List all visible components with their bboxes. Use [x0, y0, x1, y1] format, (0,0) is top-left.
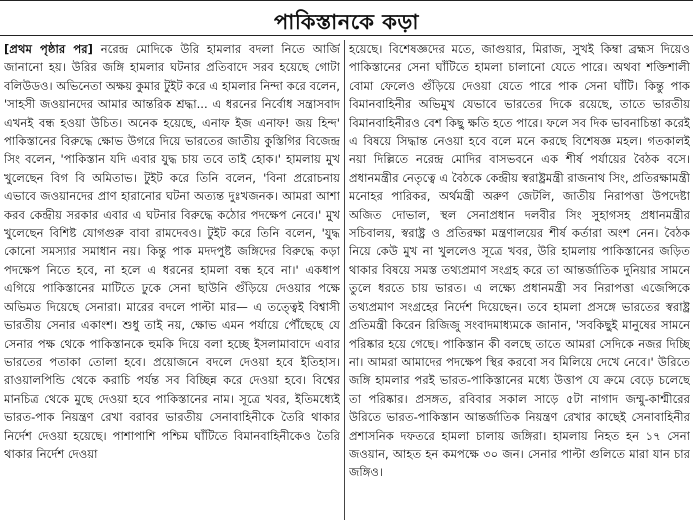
- article-headline: পাকিস্তানকে কড়া: [274, 10, 419, 34]
- article-column-left: [4, 40, 340, 520]
- article-column-right: [349, 40, 690, 520]
- column-divider: [344, 40, 345, 520]
- left-column-paragraph: [4, 40, 340, 463]
- right-column-text: হয়েছে। বিশেষজ্ঞদের মতে, জাগুয়ার, মিরাজ, সুখই কিম্বা ব্রহ্মস দিয়েও পাকিস্তানের সেনা ঘাঁটিতে হামলা চালানো যেতে পারে। অথবা শক্তিশালী বোমা ফেলেও গুঁড়িয়ে দেওয়া যেতে পারে পাক সেনা ঘাঁটি। কিন্তু পাক বিমানবাহিনীর অভিমুখ যেভাবে ভারতের দিকে রয়েছে, তাতে ভারতীয় বিমানবাহিনীরও বেশ কিছু ক্ষতি হতে পারে। ফলে সব দিক ভাবনাচিন্তা করেই এ বিষয়ে সিদ্ধান্ত নেওয়া হবে বলে মনে করছে বিশেষজ্ঞ মহল। গতকালই নয়া দিল্লিতে নরেন্দ্র মোদির বাসভবনে এক শীর্ষ পর্যায়ের বৈঠক বসে। প্রধানমন্ত্রীর নেতৃত্বে এ বৈঠকে কেন্দ্রীয় স্বরাষ্ট্রমন্ত্রী রাজনাথ সিং, প্রতিরক্ষামন্ত্রী মনোহর পারিকর, অর্থমন্ত্রী অরুণ জেটলি, জাতীয় নিরাপত্তা উপদেষ্টা অজিত দোভাল, স্থল সেনাপ্রধান দলবীর সিং সুহাগসহ প্রধানমন্ত্রীর সচিবালয়, স্বরাষ্ট্র ও প্রতিরক্ষা মন্ত্রণালয়ের শীর্ষ কর্তারা অংশ নেন। বৈঠক নিয়ে কেউ মুখ না খুললেও সূত্রে খবর, উরি হামলায় পাকিস্তানের জড়িত থাকার বিষয়ে সমস্ত তথ্যপ্রমাণ সংগ্রহ করে তা আন্তর্জাতিক দুনিয়ার সামনে তুলে ধরতে চায় ভারত। এ লক্ষ্যে প্রধানমন্ত্রী সব নিরাপত্তা এজেন্সিকে তথ্যপ্রমাণ সংগ্রহের নির্দেশ দিয়েছেন। তবে হামলা প্রসঙ্গে ভারতের স্বরাষ্ট্র প্রতিমন্ত্রী কিরেন রিজিজু সংবাদমাধ্যমকে জানান, 'সবকিছুই মানুষের সামনে পরিষ্কার হয়ে গেছে। পাকিস্তান কী বলছে তাতে আমরা সেদিকে নজর দিচ্ছি না। আমরা আমাদের পদক্ষেপ স্থির করবো সব মিলিয়ে দেখে নেবে।' উরিতে জঙ্গি হামলার পরই ভারত-পাকিস্তানের মধ্যে উত্তাপ যে ক্রমে বেড়ে চলেছে তা পরিষ্কার। প্রসঙ্গত, রবিবার সকাল সাড়ে ৫টা নাগাদ জম্মু-কাশ্মীরের উরিতে ভারত-পাকিস্তান আন্তর্জাতিক নিয়ন্ত্রণ রেখার কাছেই সেনাবাহিনীর প্রশাসনিক দফতরে হামলা চালায় জঙ্গিরা। হামলায় নিহত হন ১৭ সেনা জওয়ান, আহত হন কমপক্ষে ৩০ জন। সেনার পাল্টা গুলিতে মারা যান চার জঙ্গিও।: [349, 42, 690, 480]
- headline-banner: [0, 0, 693, 36]
- continuation-kicker: [প্রথম পৃষ্ঠার পর]: [4, 42, 93, 56]
- left-column-text: নরেন্দ্র মোদিকে উরি হামলার বদলা নিতে আর্জি জানানো হয়। উরির জঙ্গি হামলার ঘটনার প্রতিবাদে সরব হয়েছে গোটা বলিউডও। অভিনেতা অক্ষয় কুমার টুইট করে এ হামলার নিন্দা করে বলেন, 'সাহসী জওয়ানদের আমার আন্তরিক শ্রদ্ধা... এ ধরনের নির্বোধ সন্ত্রাসবাদ এখনই বন্ধ হওয়া উচিত। অনেক হয়েছে, এনাফ ইজ এনাফ! জয় হিন্দ' পাকিস্তানের বিরুদ্ধে ক্ষোভ উগরে দিয়ে ভারতের জাতীয় কুস্তিগির বিজেন্দ্র সিং বলেন, 'পাকিস্তান যদি এবার যুদ্ধ চায় তবে তাই হোক।' হামলায় মুখ খুলেছেন বিগ বি অমিতাভ। টুইট করে তিনি বলেন, 'বিনা প্ররোচনায় এভাবে জওয়ানদের প্রাণ হারানোর ঘটনা অত্যন্ত দুঃখজনক। আমরা আশা করব কেন্দ্রীয় সরকার এবার এ ঘটনার বিরুদ্ধে কঠোর পদক্ষেপ নেবে।' মুখ খুলেছেন বিশিষ্ট যোগগুরু বাবা রামদেবও। টুইট করে তিনি বলেন, 'যুদ্ধ কোনো সমস্যার সমাধান নয়। কিন্তু পাক মদদপুষ্ট জঙ্গিদের বিরুদ্ধে কড়া পদক্ষেপ নিতে হবে, না হলে এ ধরনের হামলা বন্ধ হবে না।' একধাপ এগিয়ে পাকিস্তানের মাটিতে ঢুকে সেনা ছাউনি গুঁড়িয়ে দেওয়ার পক্ষে অভিমত দিয়েছে সেনারা। মারের বদলে পাল্টা মার— এ তত্ত্বেই বিশ্বাসী ভারতীয় সেনার একাংশ। শুধু তাই নয়, ক্ষোভ এমন পর্যায়ে পৌঁছেছে যে সেনার পক্ষ থেকে পাকিস্তানকে হুমকি দিয়ে বলা হচ্ছে ইসলামাবাদে এবার ভারতের পতাকা তোলা হবে। প্রয়োজনে বদলে দেওয়া হবে ইতিহাস। রাওয়ালপিন্ডি থেকে করাচি পর্যন্ত সব বিচ্ছিন্ন করে দেওয়া হবে। বিশ্বের মানচিত্র থেকে মুছে দেওয়া হবে পাকিস্তানের নাম। সূত্রে খবর, ইতিমধ্যেই ভারত-পাক নিয়ন্ত্রণ রেখা বরাবর ভারতীয় সেনাবাহিনীকে তৈরি থাকার নির্দেশ দেওয়া হয়েছে। পাশাপাশি পশ্চিম ঘাঁটিতে বিমানবাহিনীকেও তৈরি থাকার নির্দেশ দেওয়া: [4, 42, 340, 461]
